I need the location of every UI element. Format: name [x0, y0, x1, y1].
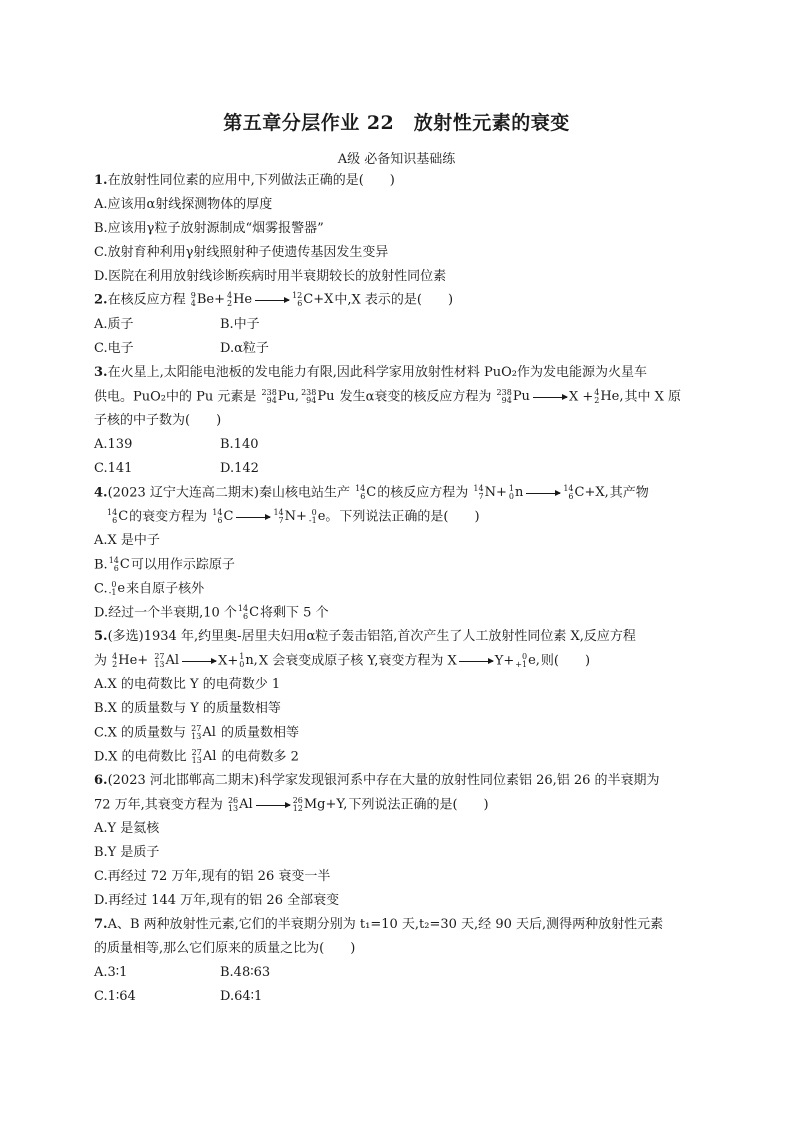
q2-stem [94, 291, 453, 310]
q1-stem [94, 172, 395, 190]
q6-option-c: C.再经过 72 万年,现有的铝 26 衰变一半 [94, 869, 331, 884]
q7-stem-line2: 的质量相等,那么它们原来的质量之比为( ) [94, 941, 356, 956]
q7-option-c: C.1∶64 [94, 989, 136, 1004]
nuclide: 238 94 Pu, [261, 388, 300, 405]
question-number: 5. [94, 629, 108, 644]
nuclide: 14 6 C+X, [563, 484, 609, 501]
q3-stem-line3: 子核的中子数为( ) [94, 413, 222, 428]
question-number: 2. [94, 292, 108, 308]
question-text: 72 万年,其衰变方程为 [94, 797, 223, 813]
q4-option-b [94, 556, 235, 575]
question-number: 3. [94, 365, 108, 380]
question-text: 其中 X 原 [624, 389, 682, 405]
question-text: (2023 辽宁大连高二期末)秦山核电站生产 [107, 485, 350, 501]
q1-option-b: B.应该用γ粒子放射源制成“烟雾报警器” [94, 221, 324, 236]
question-text: A、B 两种放射性元素,它们的半衰期分别为 t₁=10 天,t₂=30 天,经 90 天后,测得两种放射性元素 [107, 917, 664, 932]
nuclide: 14 6 C [107, 508, 129, 525]
question-number: 7. [94, 917, 108, 932]
section-heading: A级 必备知识基础练 [337, 152, 456, 167]
q7-option-b: B.48∶63 [220, 965, 271, 980]
question-text: (2023 河北邯郸高二期末)科学家发现银河系中存在大量的放射性同位素铝 26,铝 26 的半衰期为 [107, 773, 660, 788]
nuclide: 14 7 N+ [473, 484, 507, 501]
option-text: 的质量数相等 [221, 725, 300, 741]
option-label: C.X 的质量数与 [94, 725, 187, 741]
q3-option-b: B.140 [220, 437, 259, 452]
question-text: 的核反应方程为 [377, 485, 469, 501]
q1-option-a: A.应该用α射线探测物体的厚度 [94, 197, 273, 212]
reaction-arrow [459, 661, 493, 662]
question-text: 下列说法正确的是( ) [348, 797, 489, 813]
nuclide: 238 94 Pu [301, 388, 335, 405]
question-text: 其产物 [609, 485, 649, 501]
question-text: 在火星上,太阳能电池板的发电能力有限,因此科学家用放射性材料 PuO₂作为发电能源为火星车 [107, 365, 647, 380]
q5-stem-line2 [94, 652, 590, 671]
q2-option-a: A.质子 [94, 317, 134, 332]
reaction-arrow [255, 300, 289, 301]
nuclide: 238 94 Pu [496, 388, 530, 405]
nuclide: 0 -1 e [108, 580, 126, 597]
nuclide: 12 6 C+X [292, 291, 334, 308]
q3-option-a: A.139 [94, 437, 133, 452]
q6-stem-line2 [94, 796, 489, 815]
q4-stem-line1 [94, 484, 649, 503]
equation-text: X+ [218, 653, 239, 669]
nuclide: 14 7 N+ [273, 508, 307, 525]
q4-option-a: A.X 是中子 [94, 533, 160, 548]
question-text: 供电。PuO₂中的 Pu 元素是 [94, 389, 257, 405]
q1-option-c: C.放射育种利用γ射线照射种子使遗传基因发生变异 [94, 245, 389, 260]
q7-option-d: D.64∶1 [220, 989, 263, 1004]
q3-option-c: C.141 [94, 461, 133, 476]
option-label: B. [94, 557, 108, 573]
nuclide: 14 6 C [108, 556, 130, 573]
question-text: 在核反应方程 [107, 292, 186, 308]
nuclide: 4 2 He, [594, 388, 624, 405]
question-text: 在放射性同位素的应用中,下列做法正确的是( ) [107, 173, 395, 188]
q7-stem-line1 [94, 916, 663, 934]
nuclide: 27 13 Al [191, 748, 217, 765]
question-number: 4. [94, 485, 108, 501]
reaction-arrow [182, 661, 216, 662]
q4-stem-line2 [106, 508, 480, 527]
reaction-arrow [256, 805, 290, 806]
nuclide: 14 6 C [212, 508, 234, 525]
nuclide: 1 0 n [508, 484, 524, 501]
nuclide: 27 13 Al [154, 652, 180, 669]
nuclide: 1 0 n, [239, 652, 258, 669]
q3-stem-line2 [94, 388, 681, 407]
nuclide: 26 12 Mg+Y, [292, 796, 348, 813]
q2-option-c: C.电子 [94, 341, 134, 356]
q5-option-d [94, 748, 299, 767]
reaction-arrow [533, 397, 567, 398]
option-text: 将剩下 5 个 [260, 605, 329, 621]
q4-option-d [94, 604, 329, 623]
question-text: X 会衰变成原子核 Y,衰变方程为 X [258, 653, 457, 669]
equation-text: X + [568, 389, 594, 405]
q5-stem-line1 [94, 628, 636, 646]
nuclide: 14 6 C [237, 604, 260, 621]
question-text: 的衰变方程为 [129, 509, 208, 525]
nuclide: 0 +1 e, [515, 652, 540, 669]
option-text: 的电荷数多 2 [221, 749, 299, 765]
page-title: 第五章分层作业 22 放射性元素的衰变 [223, 112, 570, 134]
q2-option-b: B.中子 [220, 317, 260, 332]
option-text: 可以用作示踪原子 [130, 557, 235, 573]
nuclide: 14 6 C [355, 484, 377, 501]
q5-option-c [94, 724, 299, 743]
nuclide: 27 13 Al [191, 724, 216, 741]
nuclide: 26 13 Al [227, 796, 253, 813]
q3-stem-line1 [94, 364, 647, 382]
option-label: D.X 的电荷数比 [94, 749, 187, 765]
q5-option-a: A.X 的电荷数比 Y 的电荷数少 1 [94, 677, 281, 692]
q4-option-c [94, 580, 204, 599]
option-label: D.经过一个半衰期,10 个 [94, 605, 237, 621]
q1-option-d: D.医院在利用放射线诊断疾病时用半衰期较长的放射性同位素 [94, 269, 447, 284]
question-number: 1. [94, 173, 108, 188]
q2-option-d: D.α粒子 [220, 341, 269, 356]
q5-option-b: B.X 的质量数与 Y 的质量数相等 [94, 701, 281, 716]
equation-text: Y+ [494, 653, 515, 669]
question-text: 中,X 表示的是( ) [334, 292, 454, 308]
nuclide: 4 2 He [226, 291, 253, 308]
question-number: 6. [94, 773, 108, 788]
q3-option-d: D.142 [220, 461, 259, 476]
option-text: 来自原子核外 [126, 581, 205, 597]
reaction-arrow [236, 517, 270, 518]
question-text: 发生α衰变的核反应方程为 [339, 389, 492, 405]
question-text: 下列说法正确的是( ) [339, 509, 480, 525]
nuclide: 0 -1 e。 [308, 508, 339, 525]
q6-stem-line1 [94, 772, 660, 790]
nuclide: 4 2 He+ [112, 652, 149, 669]
q7-option-a: A.3∶1 [94, 965, 128, 980]
nuclide: 9 4 Be+ [190, 291, 225, 308]
q6-option-b: B.Y 是质子 [94, 845, 160, 860]
q6-option-a: A.Y 是氦核 [94, 821, 160, 836]
option-label: C. [94, 581, 108, 597]
question-text: 则( ) [540, 653, 591, 669]
question-text: (多选)1934 年,约里奥-居里夫妇用α粒子轰击铝箔,首次产生了人工放射性同位素 X,反应方程 [107, 629, 636, 644]
q6-option-d: D.再经过 144 万年,现有的铝 26 全部衰变 [94, 893, 340, 908]
reaction-arrow [526, 493, 560, 494]
question-text: 为 [94, 653, 108, 669]
